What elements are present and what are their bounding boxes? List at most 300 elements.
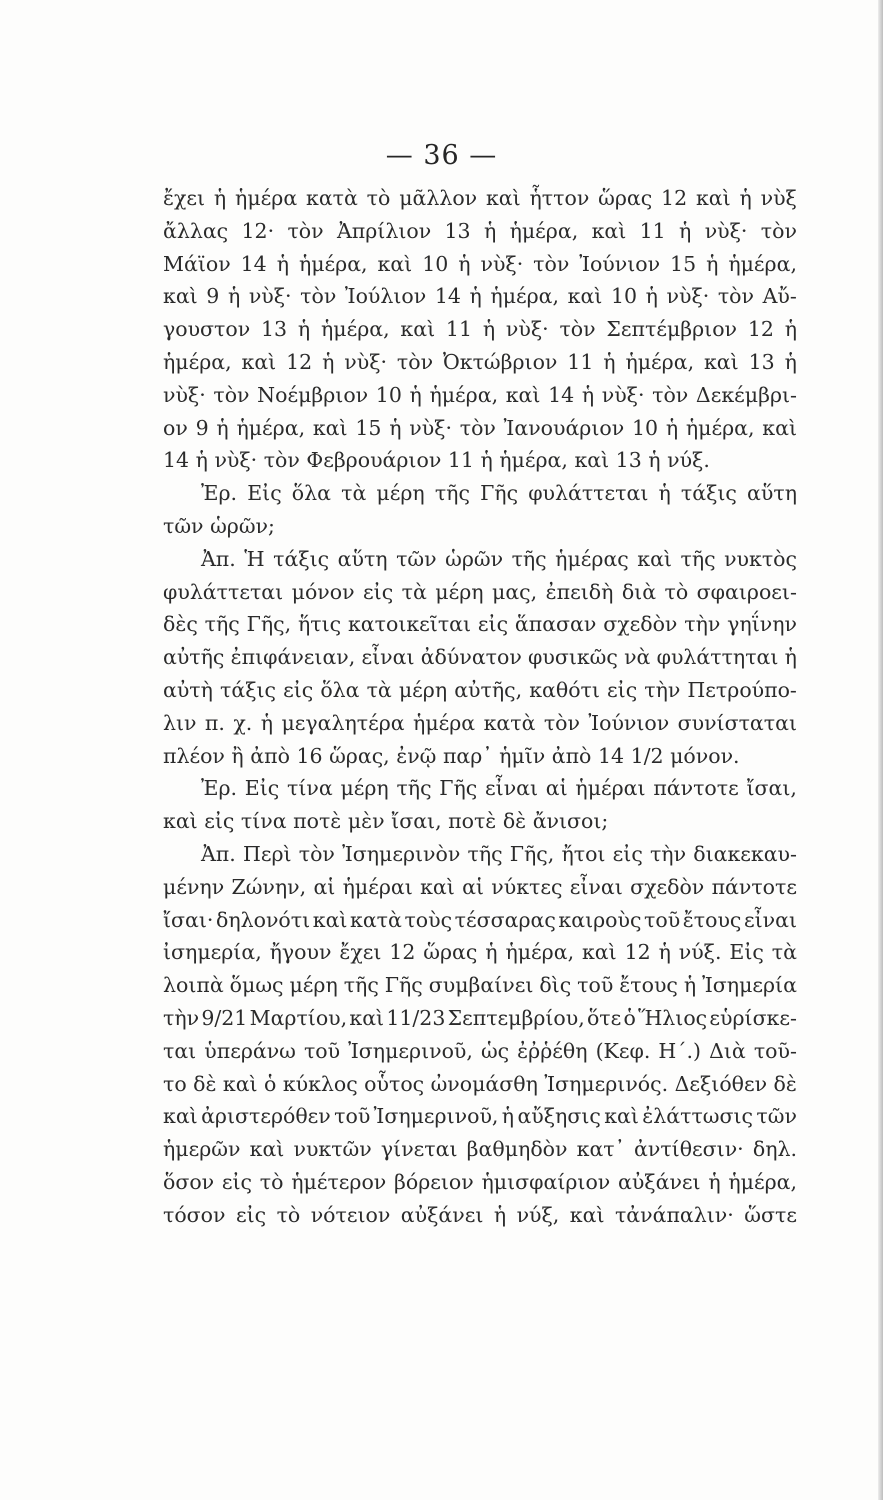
word: εἰς [204, 809, 235, 834]
word: ἡμέρα, [505, 940, 575, 965]
word: καὶ [604, 1104, 639, 1129]
word: Ἰούνιον [588, 710, 670, 735]
text-line [163, 1100, 797, 1133]
word: παρ᾽ [442, 743, 493, 768]
word: νύξ. [678, 940, 722, 965]
word: 12 [286, 349, 313, 374]
text-line [163, 444, 797, 477]
word: 10 [631, 415, 659, 440]
word: νὺξ· [601, 382, 645, 407]
word: ἡ [322, 349, 335, 374]
word: ποτὲ [293, 809, 342, 834]
word: 9 [195, 415, 209, 440]
word: 12 [661, 186, 688, 210]
word: μᾶλλον [399, 186, 478, 210]
word: μέρη [435, 579, 484, 604]
text-line [163, 936, 797, 969]
word: Αὔ- [762, 284, 797, 309]
word: Η΄.) [658, 1038, 702, 1063]
word: χ. [233, 710, 253, 735]
word: ἡ [708, 1169, 721, 1194]
word: καιροὺς [558, 907, 642, 932]
word: ὥρας [598, 186, 653, 210]
word: φυλάττεται [528, 481, 649, 506]
word: τὸ [259, 1169, 284, 1194]
word: εἰς [283, 677, 314, 702]
word: τῶν [756, 1104, 797, 1129]
word: γηΐνην [727, 612, 797, 637]
word: καὶ [574, 448, 610, 473]
word: νὺξ· [480, 251, 524, 276]
text-line [163, 969, 797, 1002]
word: Ἡ [244, 546, 265, 571]
word: ὅμως [229, 973, 284, 998]
word: καὶ [163, 284, 198, 309]
word: ὥρας [423, 940, 478, 965]
word: 10 [610, 284, 638, 309]
word: κατὰ [483, 710, 536, 735]
word: εἰς [477, 612, 509, 637]
word: νὺξ· [666, 284, 710, 309]
text-line [163, 1166, 797, 1199]
word: το [163, 1071, 187, 1096]
word: τὸν [263, 448, 300, 473]
word: ὑπεράνω [204, 1038, 296, 1063]
word: αἱ [545, 776, 568, 801]
word: ἐπιφάνειαν, [230, 645, 356, 670]
word: αὕτη [337, 546, 388, 571]
word: ἡμέρα, [499, 448, 568, 473]
word: 1/2 [630, 743, 664, 768]
word: ἡ [493, 1202, 507, 1227]
word: εἰς [607, 677, 638, 702]
word: τὸν [559, 317, 596, 342]
word: βαθμηδὸν [466, 1137, 568, 1162]
word: καὶ [163, 809, 198, 834]
text-line [163, 707, 797, 740]
word: μόνον [291, 579, 355, 604]
word: ὡρῶν; [210, 513, 275, 538]
word: Μάϊον [163, 251, 231, 276]
word: εἰς [363, 579, 394, 604]
word: νύκτες [491, 874, 563, 899]
word: νὺξ· [248, 284, 292, 309]
word: ὅλα [320, 677, 360, 702]
word: δὶς [539, 973, 572, 998]
word: εἶναι [361, 645, 415, 670]
word: καὶ [505, 382, 541, 407]
word: καὶ [591, 218, 627, 243]
word: 12· [241, 218, 275, 243]
word: νὺξ· [344, 349, 388, 374]
word: 15 [355, 415, 382, 440]
word: Ἰσημερινὸν [342, 841, 461, 866]
word: Γῆς [439, 776, 478, 801]
word: Γῆς [480, 481, 519, 506]
word: συνίσταται [677, 710, 797, 735]
word: αὐξάνει [618, 1169, 701, 1194]
word: αὐτὴ [163, 677, 213, 702]
word: 11/23 [386, 1005, 446, 1030]
word: κατὰ [350, 907, 402, 932]
word: κατὰ [306, 186, 358, 210]
word: ἡμέρα, [298, 251, 368, 276]
word: τὸν [459, 415, 496, 440]
word: τῆς [204, 612, 240, 637]
word: μὲν [347, 809, 385, 834]
word: ἡμισφαίριον [481, 1169, 611, 1194]
word: ἡ [603, 349, 616, 374]
word: βόρειον [394, 1169, 474, 1194]
word: ἄλλας [163, 218, 229, 243]
word: νύξ. [667, 448, 710, 473]
word: νὺξ· [409, 415, 452, 440]
word: διὰ [621, 579, 657, 604]
word: ἡμέρα, [728, 251, 797, 276]
word: τοῦ [577, 973, 614, 998]
text-line [163, 740, 797, 773]
word: π. [204, 710, 225, 735]
word: τῆς [343, 973, 379, 998]
word: φυλάττεται [163, 579, 284, 604]
word: (Κεφ. [595, 1038, 651, 1063]
word: μεγαλητέρα [281, 710, 405, 735]
word: 13 [444, 218, 471, 243]
word: ἡ [483, 218, 497, 243]
text-line [163, 215, 797, 248]
word: ἧττον [529, 186, 590, 210]
word: ἐλάττωσις [642, 1104, 754, 1129]
word: καὶ [312, 907, 348, 932]
word: εἶναι [743, 907, 797, 932]
word: αἱ [313, 874, 336, 899]
word: ἡμέραι [575, 776, 646, 801]
word: τὸν [533, 251, 570, 276]
text-line [163, 838, 797, 871]
word: καὶ [703, 349, 739, 374]
word: Ἰούνιον [579, 251, 661, 276]
word: Εἰς [729, 940, 764, 965]
word: ἤγουν [269, 940, 332, 965]
word: Ὀκτώβριον [442, 349, 558, 374]
word: 14 [548, 382, 575, 407]
word: τίνα [240, 809, 287, 834]
word: Εἰς [247, 481, 282, 506]
word: νὺξ [760, 186, 797, 210]
text-line [163, 1068, 797, 1101]
word: τὸν [287, 218, 324, 243]
word: τῆς [467, 841, 503, 866]
word: Διὰ [709, 1038, 746, 1063]
word: τὰ [341, 481, 367, 506]
word: 15 [670, 251, 697, 276]
word: ἀντίθεσιν· [634, 1137, 744, 1162]
word: καὶ [163, 1104, 198, 1129]
word: μέρη [289, 973, 338, 998]
word: τὴν [649, 841, 687, 866]
word: Ἰούλιον [344, 284, 427, 309]
word: ἔχει [339, 940, 382, 965]
word: διακεκαυ- [693, 841, 797, 866]
text-line [163, 379, 797, 412]
word: τάξις [273, 546, 330, 571]
word: καθότι [529, 677, 600, 702]
word: ἡμέρα, [625, 349, 695, 374]
text-line [163, 1199, 797, 1232]
word: ἴσαι· [163, 907, 214, 932]
word: ἢ [231, 743, 244, 768]
word: 11 [447, 448, 474, 473]
text-line [163, 674, 797, 707]
word: εὑρίσκε- [709, 1005, 797, 1030]
word: ὥστε [744, 1202, 797, 1227]
word: Ἰσημερία [702, 973, 797, 998]
word: τὸν [213, 382, 250, 407]
word: ἀπὸ [250, 743, 290, 768]
word: σχεδὸν [603, 612, 678, 637]
word: ἡ [227, 284, 241, 309]
word: 11 [639, 218, 666, 243]
word: ἡ [260, 710, 274, 735]
word: μέρη [398, 677, 448, 702]
word: ἡμέρα, [490, 284, 560, 309]
word: Ἀπρίλιον [336, 218, 432, 243]
body-text [163, 182, 797, 1232]
text-line [163, 576, 797, 609]
word: ἡ [297, 317, 311, 342]
word: καὶ [377, 251, 413, 276]
word: ἡ [683, 973, 697, 998]
word: ἡ [648, 448, 661, 473]
word: τὸν [300, 284, 337, 309]
word: ἐῤῥέθη [517, 1038, 588, 1063]
word: ἡμέρα, [320, 317, 390, 342]
word: Πετρούπο- [687, 677, 797, 702]
word: πλέον [163, 743, 225, 768]
word: καὶ [312, 415, 348, 440]
word: 13 [615, 448, 642, 473]
word: κύκλος [282, 1071, 358, 1096]
word: 11 [445, 317, 473, 342]
word: Μαρτίου, [249, 1005, 348, 1030]
word: ἡ [409, 382, 422, 407]
word: νὰ [624, 645, 651, 670]
word: πάντοτε [711, 874, 797, 899]
word: ἔτους [682, 907, 742, 932]
word: ἡμερῶν [163, 1137, 241, 1162]
word: αὐξάνει [400, 1202, 484, 1227]
word: Ἀπ. [201, 841, 236, 866]
word: ἡμῖν [499, 743, 546, 768]
word: νὺξ· [163, 382, 206, 407]
word: αὐτῆς, [454, 677, 523, 702]
word: Εἰς [244, 776, 280, 801]
word: καὶ [400, 317, 436, 342]
word: τάξις [680, 481, 737, 506]
word: τοῦ [644, 907, 681, 932]
word: ποτὲ [448, 809, 497, 834]
word: ἔχει [163, 186, 206, 210]
word: Γῆς, [246, 612, 292, 637]
word: ἡμέρα [413, 710, 476, 735]
word: τῆς [511, 546, 547, 571]
word: Ἰσημερινοῦ, [373, 1104, 499, 1129]
word: τοῦ [334, 1104, 371, 1129]
word: 9/21 [201, 1005, 248, 1030]
word: αὕτη [747, 481, 797, 506]
word: ἡ [706, 251, 719, 276]
word: ἡ [213, 186, 227, 210]
word: τοῦ [303, 1038, 341, 1063]
word: Δεξιόθεν [674, 1071, 768, 1096]
word: ἡ [739, 186, 752, 210]
word: ἡμέρα, [163, 349, 232, 374]
word: Φεβρουάριον [306, 448, 442, 473]
word: 16 [296, 743, 323, 768]
word: ἡ [482, 317, 496, 342]
word: Νοέμβριον [257, 382, 369, 407]
word: τὸν [652, 382, 689, 407]
word: ἡ [195, 448, 208, 473]
word: Περὶ [242, 841, 292, 866]
word: τῆς [434, 481, 470, 506]
word: 11 [567, 349, 594, 374]
word: εἰς [235, 1202, 267, 1227]
word: ὡρῶν [445, 546, 504, 571]
word: ἅπασαν [514, 612, 597, 637]
word: νότειον [310, 1202, 391, 1227]
word: καὶ [637, 546, 672, 571]
word: ται [163, 1038, 197, 1063]
word: ἀπὸ [551, 743, 592, 768]
word: τῶν [396, 546, 437, 571]
word: Ἀπ. [201, 546, 236, 571]
word: 13 [748, 349, 775, 374]
word: Ἐρ. [201, 481, 238, 506]
text-line [163, 904, 797, 937]
word: μένην [163, 874, 225, 899]
text-line [163, 248, 797, 281]
word: αἱ [462, 874, 484, 899]
word: ἡμέρα, [728, 1169, 797, 1194]
word: ἤτοι [561, 841, 606, 866]
word: ὁ [264, 1071, 277, 1096]
word: ἡ [458, 251, 471, 276]
word: ἡ [658, 481, 671, 506]
word: ἐπειδὴ [545, 579, 614, 604]
text-line [163, 280, 797, 313]
word: φυσικῶς [528, 645, 618, 670]
word: ὅτε [586, 1005, 622, 1030]
word: νὺξ· [505, 317, 549, 342]
page-edge-shadow [878, 0, 883, 1500]
text-line [163, 313, 797, 346]
word: ἡ [665, 415, 679, 440]
word: ἀδύνατον [420, 645, 522, 670]
word: νὺξ· [704, 218, 748, 243]
word: τάξις [220, 677, 277, 702]
word: 12 [624, 940, 651, 965]
word: δὲ [193, 1071, 217, 1096]
word: λιν [163, 710, 197, 735]
word: ἡ [784, 317, 797, 342]
word: τῶν [163, 513, 204, 538]
word: λοιπὰ [163, 973, 224, 998]
word: καὶ [567, 284, 603, 309]
word: καὶ [762, 415, 797, 440]
word: νὺξ· [214, 448, 258, 473]
word: τὴν [644, 677, 681, 702]
word: σχεδὸν [630, 874, 705, 899]
text-line [163, 412, 797, 445]
word: ἡμέρα, [429, 382, 499, 407]
word: ἡμέρα, [509, 218, 579, 243]
word: μόνον. [670, 743, 740, 768]
word: ον [163, 415, 188, 440]
word: συμβαίνει [428, 973, 534, 998]
word: εἰς [612, 841, 643, 866]
word: ἡμέτερον [291, 1169, 387, 1194]
word: Ἰανουάριον [503, 415, 625, 440]
word: 14 [163, 448, 190, 473]
word: οὗτος [364, 1071, 425, 1096]
word: Ἰσημερινοῦ, [348, 1038, 473, 1063]
word: δηλονότι [216, 907, 311, 932]
word: τοὺς [404, 907, 453, 932]
page-number: — 36 — [385, 140, 498, 171]
word: τὸ [664, 579, 689, 604]
word: 14 [597, 743, 625, 768]
word: 9 [206, 284, 220, 309]
word: ἡ [485, 940, 498, 965]
word: δηλ. [752, 1137, 797, 1162]
word: 14 [434, 284, 461, 309]
text-line [163, 346, 797, 379]
word: ἡ [216, 415, 229, 440]
word: ὡς [480, 1038, 510, 1063]
word: ἡμέρας [555, 546, 629, 571]
word: ἡ [784, 349, 797, 374]
word: καὶ [569, 1202, 605, 1227]
word: 10 [375, 382, 402, 407]
word: Ἰσημερινός. [544, 1071, 669, 1096]
word: τὸν [298, 841, 335, 866]
text-line [163, 510, 797, 543]
word: τἀνάπαλιν· [614, 1202, 734, 1227]
word: αὔξησις [517, 1104, 601, 1129]
word: Ἐρ. [201, 776, 238, 801]
word: ἡμέρα, [685, 415, 755, 440]
word: εἰς [221, 1169, 253, 1194]
word: τὸν [543, 710, 580, 735]
word: καὶ [249, 1137, 285, 1162]
word: ἡ [276, 251, 289, 276]
word: ἰσημερία, [163, 940, 262, 965]
word: μέρη [340, 776, 389, 801]
word: νυκτὸς [724, 546, 797, 571]
word: ἡμέρα [235, 186, 298, 210]
word: τὸν [760, 218, 797, 243]
word: ἡ [501, 1104, 515, 1129]
text-line [163, 772, 797, 805]
word: ὅσον [163, 1169, 215, 1194]
word: γουστον [163, 317, 251, 342]
text-line [163, 1035, 797, 1068]
word: ἡ [480, 448, 493, 473]
word: 12 [747, 317, 774, 342]
word: φυλάττηται [656, 645, 779, 670]
word: ἡ [679, 218, 692, 243]
